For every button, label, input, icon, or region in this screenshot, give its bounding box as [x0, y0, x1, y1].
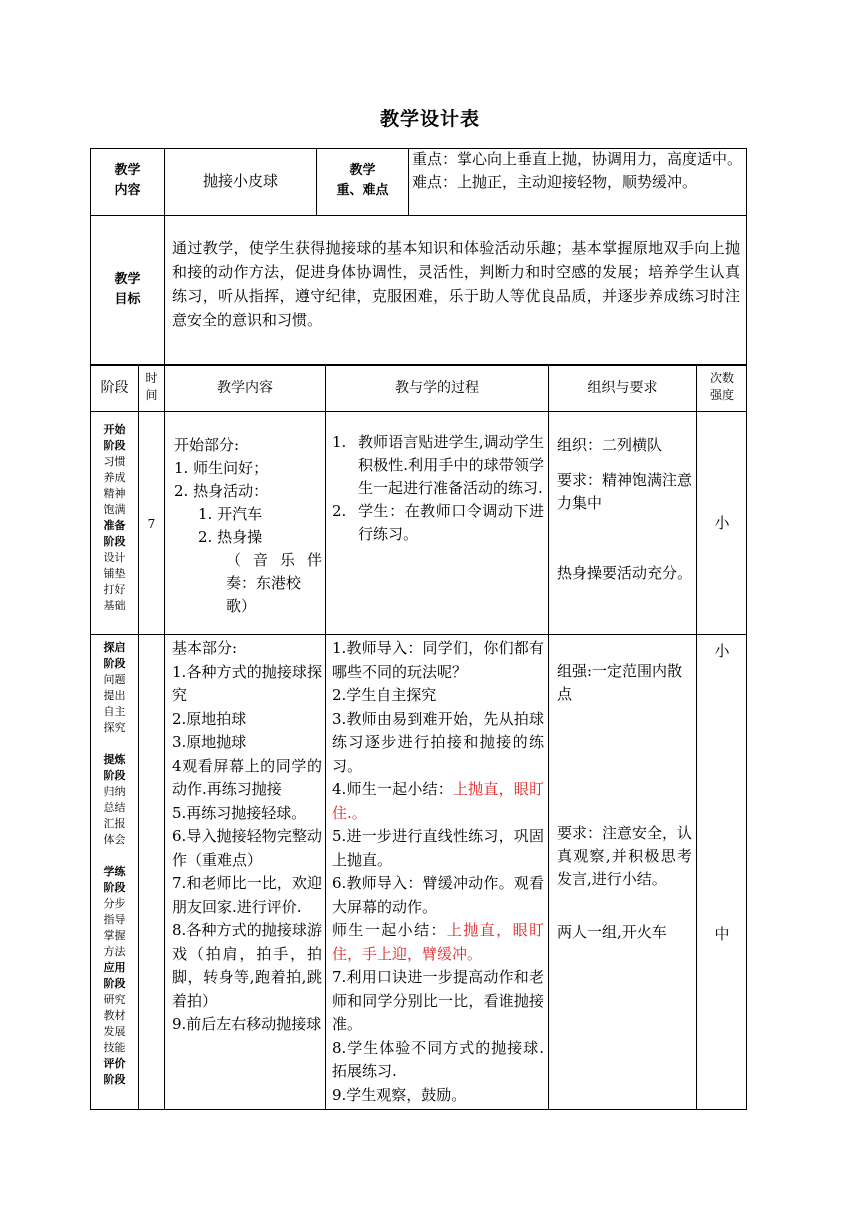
main-org: 组强:一定范围内散点 要求：注意安全，认真观察,并积极思考发言,进行小结。 两人一组,开火车: [557, 662, 693, 941]
header-process: 教与学的过程: [395, 380, 479, 396]
start-process: 1. 教师语言贴进学生,调动学生积极性.利用手中的球带领学生一起进行准备活动的练习. 2. 学生：在教师口令调动下进行练习。: [332, 433, 544, 543]
time-value: 7: [147, 517, 156, 531]
start-org: 组织：二列横队 要求：精神饱满注意力集中 热身操要活动充分。: [557, 436, 693, 582]
difficult-point: 难点：上抛正，主动迎接轻物，顺势缓冲。: [412, 173, 698, 191]
intensity-start: 小: [714, 514, 730, 532]
start-content: 开始部分: 1. 师生问好； 2. 热身活动： 1. 开汽车 2. 热身操 （ 音 乐 伴 奏：东港校 歌）: [174, 436, 322, 615]
intensity-main-top: 小: [714, 642, 730, 660]
stage-column-main: 探启 阶段 问题 提出 自主 探究 提炼 阶段 归纳 总结 汇报 体会 学练 阶段 分步 指导 掌握 方法 应用 阶段 研究 教材 发展 技能 评价 阶段: [103, 641, 126, 1086]
header-stage: 阶段: [100, 380, 129, 396]
key-difficult-points: [412, 148, 744, 194]
content-value: 抛接小皮球: [202, 172, 278, 190]
main-content: 基本部分: 1.各种方式的抛接球探究 2.原地拍球 3.原地抛球 4观看屏幕上的同学的动作.再练习抛接 5.再练习抛接轻球。 6.导入抛接轻物完整动作（重难点） 7.和老师比一比，欢迎朋友回家.进行评价. 8.各种方式的抛接球游戏（拍肩，拍手，拍脚，转身等,跑着拍,跳着拍） 9.前后左右移动抛接球: [172, 639, 322, 1033]
header-org: 组织与要求: [587, 380, 658, 396]
content-label: 教学 内容: [114, 163, 141, 198]
header-time: 时 间: [145, 371, 158, 402]
goal-label: 教学 目标: [114, 272, 141, 307]
header-intensity: 次数 强度: [709, 371, 734, 402]
main-process: 1.教师导入：同学们，你们都有哪些不同的玩法呢？ 2.学生自主探究 3.教师由易到难开始，先从拍球练习逐步进行拍接和抛接的练习。 4.师生一起小结：上抛直，眼盯住.。 5.进一步进行直线性练习，巩固上抛直。 6.教师导入：臂缓冲动作。观看大屏幕的动作。 师生一起小结：上抛直，眼盯住，手上迎，臂缓冲。 7.利用口诀进一步提高动作和老师和同学分别比一比，看谁抛接准。 8.学生体验不同方式的抛接球.拓展练习. 9.学生观察，鼓励。: [332, 639, 544, 1104]
goal-text: 通过教学，使学生获得抛接球的基本知识和体验活动乐趣；基本掌握原地双手向上抛和接的动作方法，促进身体协调性，灵活性，判断力和时空感的发展；培养学生认真练习，听从指挥，遵守纪律，克服困难，乐于助人等优良品质，并逐步养成练习时注意安全的意识和习惯。: [172, 239, 740, 329]
page-title: 教学设计表: [379, 108, 480, 130]
key-point: 重点：掌心向上垂直上抛，协调用力，高度适中。: [412, 150, 743, 168]
key-difficult-label: 教学 重、难点: [336, 163, 389, 198]
stage-column-start: 开始 阶段 习惯 养成 精神 饱满 准备 阶段 设计 铺垫 打好 基础: [103, 423, 126, 612]
intensity-main: 中: [714, 925, 730, 943]
header-content: 教学内容: [217, 380, 273, 396]
